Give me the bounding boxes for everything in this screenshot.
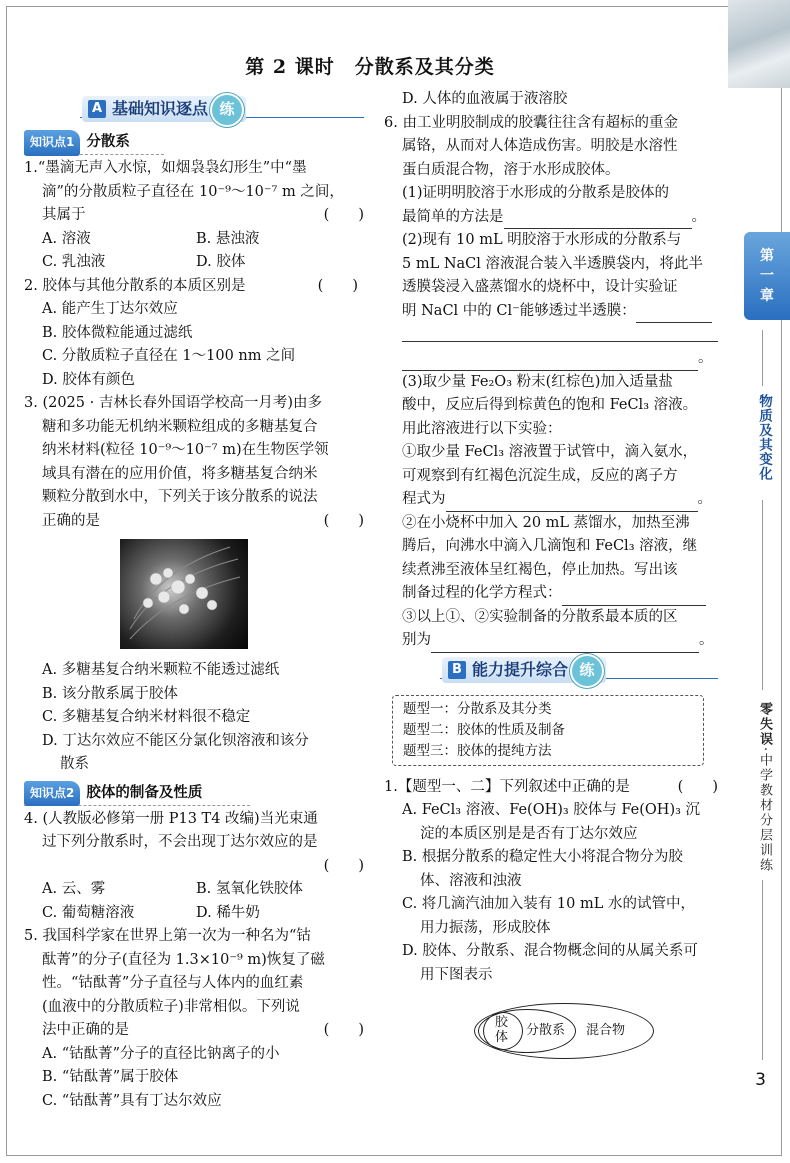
question-text: 过下列分散系时，不会出现丁达尔效应的是 bbox=[42, 834, 318, 850]
question-6 bbox=[384, 112, 718, 653]
sub-question-1: 最简单的方法是 bbox=[402, 208, 504, 225]
option-c: C. 葡萄糖溶液 bbox=[42, 904, 135, 921]
knowledge-point-title: 分散系 bbox=[86, 134, 130, 151]
option-a: A. 云、雾 bbox=[42, 881, 106, 897]
knowledge-point-title: 胶体的制备及性质 bbox=[86, 784, 203, 801]
option-c: C. 将几滴汽油加入装有 10 mL 水的试管中， bbox=[402, 896, 695, 912]
period: 。 bbox=[691, 208, 706, 225]
nanoparticle-image bbox=[120, 539, 248, 649]
step-2: 续煮沸至液体呈红褐色，停止加热。写出该 bbox=[402, 561, 678, 578]
answer-blank[interactable] bbox=[402, 352, 698, 371]
sub-question-2: 透膜袋浸入盛蒸馏水的烧杯中，设计实验证 bbox=[402, 279, 678, 295]
knowledge-point-tag: 知识点1 bbox=[24, 130, 80, 156]
answer-blank[interactable] bbox=[431, 634, 699, 653]
knowledge-point-1 bbox=[24, 132, 164, 155]
option-c: C. “钴酞菁”具有丁达尔效应 bbox=[42, 1092, 222, 1109]
answer-parenthesis: ( ) bbox=[677, 778, 718, 795]
series-subtitle: ·中学教材分层训练 bbox=[757, 747, 772, 874]
question-text: 糖和多功能无机纳米颗粒组成的多糖基复合 bbox=[42, 418, 318, 435]
period: 。 bbox=[697, 491, 712, 507]
answer-blank[interactable] bbox=[402, 323, 718, 342]
section-b-badge bbox=[442, 657, 606, 683]
answer-parenthesis: ( ) bbox=[323, 1022, 364, 1038]
answer-parenthesis: ( ) bbox=[317, 277, 358, 294]
question-text: 纳米材料(粒径 10⁻⁹～10⁻⁷ m)在生物医学领 bbox=[42, 442, 329, 458]
step-3: ③以上①、②实验制备的分散系最本质的区 bbox=[402, 608, 678, 625]
sub-question-3: 酸中，反应后得到棕黄色的饱和 FeCl₃ 溶液。 bbox=[402, 397, 698, 413]
question-1 bbox=[24, 157, 364, 275]
question-text: 1.“墨滴无声入水惊，如烟袅袅幻形生”中“墨 bbox=[24, 160, 307, 176]
nanoparticle-figure bbox=[120, 539, 248, 649]
chapter-tab-text: 第 bbox=[760, 248, 774, 264]
answer-parenthesis: ( ) bbox=[323, 512, 364, 529]
sub-question-3: 用此溶液进行以下实验： bbox=[402, 420, 562, 437]
answer-parenthesis: ( ) bbox=[323, 207, 364, 223]
answer-blank[interactable] bbox=[562, 587, 706, 606]
option-d: D. 稀牛奶 bbox=[196, 904, 260, 921]
chapter-tab-text: 章 bbox=[760, 288, 774, 304]
question-text: 性。“钴酞菁”分子直径与人体内的血红素 bbox=[42, 975, 304, 991]
question-text: 6. 由工业明胶制成的胶囊往往含有超标的重金 bbox=[384, 114, 678, 131]
question-text: 蛋白质混合物，溶于水形成胶体。 bbox=[402, 161, 620, 178]
sub-question-1: (1)证明明胶溶于水形成的分散系是胶体的 bbox=[402, 185, 670, 201]
option-d: D. 胶体 bbox=[196, 254, 246, 270]
series-name bbox=[755, 702, 774, 873]
option-b: 体、溶液和浊液 bbox=[420, 872, 522, 889]
option-b: B. 该分散系属于胶体 bbox=[42, 685, 178, 702]
section-a-label: 基础知识逐点 bbox=[112, 99, 209, 119]
option-a: A. 溶液 bbox=[42, 230, 91, 247]
option-d: 散系 bbox=[60, 756, 89, 772]
option-d: D. 胶体有颜色 bbox=[42, 371, 135, 388]
question-type-2: 题型二：胶体的性质及制备 bbox=[403, 721, 565, 738]
question-text: 酞菁”的分子(直径为 1.3×10⁻⁹ m)恢复了磁 bbox=[42, 951, 325, 968]
answer-parenthesis: ( ) bbox=[323, 857, 364, 874]
chapter-tab bbox=[744, 232, 790, 320]
section-a-header bbox=[24, 96, 364, 126]
sub-question-2: 5 mL NaCl 溶液混合装入半透膜袋内，将此半 bbox=[402, 255, 703, 272]
side-divider bbox=[762, 500, 763, 690]
question-text: (血液中的分散质粒子)非常相似。下列说 bbox=[42, 998, 300, 1015]
option-b: B. “钴酞菁”属于胶体 bbox=[42, 1069, 179, 1085]
question-text: 属铬，从而对人体造成伤害。明胶是水溶性 bbox=[402, 138, 678, 154]
step-3: 别为 bbox=[402, 632, 431, 648]
question-text: 2. 胶体与其他分散系的本质区别是 bbox=[24, 277, 246, 294]
question-text: 5. 我国科学家在世界上第一次为一种名为“钴 bbox=[24, 928, 311, 944]
answer-blank[interactable] bbox=[636, 304, 712, 323]
option-c: C. 乳浊液 bbox=[42, 254, 106, 270]
right-column bbox=[384, 88, 718, 1059]
dispersion-label: 分散系 bbox=[526, 1023, 566, 1038]
section-b-label: 能力提升综合 bbox=[472, 659, 569, 679]
colloid-label: 体 bbox=[495, 1030, 509, 1045]
option-b: B. 悬浊液 bbox=[196, 230, 260, 247]
question-4 bbox=[24, 808, 364, 926]
answer-blank[interactable] bbox=[446, 493, 698, 512]
question-types-box bbox=[392, 695, 704, 766]
side-divider bbox=[762, 330, 763, 386]
option-d: D. 胶体、分散系、混合物概念间的从属关系可 bbox=[402, 943, 698, 959]
brand-name: 零失误 bbox=[757, 702, 772, 747]
practice-badge-icon: 练 bbox=[210, 93, 244, 127]
left-column bbox=[24, 92, 364, 1113]
option-b: B. 胶体微粒能通过滤纸 bbox=[42, 324, 193, 341]
option-c: 用力振荡，形成胶体 bbox=[420, 919, 551, 936]
answer-blank[interactable] bbox=[504, 210, 692, 229]
page-title: 第 2 课时 分散系及其分类 bbox=[245, 56, 495, 78]
mixture-label: 混合物 bbox=[586, 1023, 626, 1038]
question-type-1: 题型一：分散系及其分类 bbox=[403, 700, 552, 717]
question-text: 法中正确的是 bbox=[42, 1022, 129, 1038]
question-text: 颗粒分散到水中，下列关于该分散系的说法 bbox=[42, 489, 318, 505]
option-d: D. 人体的血液属于液溶胶 bbox=[402, 91, 568, 107]
option-a: A. 多糖基复合纳米颗粒不能透过滤纸 bbox=[42, 662, 280, 678]
step-1: 程式为 bbox=[402, 491, 446, 507]
question-text: 1.【题型一、二】下列叙述中正确的是 bbox=[384, 778, 630, 795]
question-text: 其属于 bbox=[42, 207, 86, 223]
option-b: B. 根据分散系的稳定性大小将混合物分为胶 bbox=[402, 849, 683, 865]
period: 。 bbox=[698, 350, 713, 366]
colloid-label: 胶 bbox=[495, 1015, 509, 1030]
option-d: D. 丁达尔效应不能区分氯化钡溶液和该分 bbox=[42, 732, 309, 749]
concept-diagram bbox=[474, 1003, 654, 1059]
sub-question-2: 明 NaCl 中的 Cl⁻能够透过半透膜： bbox=[402, 302, 636, 319]
option-c: C. 分散质粒子直径在 1～100 nm 之间 bbox=[42, 348, 296, 364]
sub-question-3: (3)取少量 Fe₂O₃ 粉末(红棕色)加入适量盐 bbox=[402, 373, 673, 390]
option-b: B. 氢氧化铁胶体 bbox=[196, 881, 303, 897]
period: 。 bbox=[699, 632, 714, 648]
question-2 bbox=[24, 275, 364, 393]
question-text: 域具有潜在的应用价值，将多糖基复合纳米 bbox=[42, 465, 318, 482]
question-3 bbox=[24, 392, 364, 777]
question-b1 bbox=[384, 776, 718, 988]
page-number: 3 bbox=[755, 1070, 766, 1090]
practice-badge-icon: 练 bbox=[570, 654, 604, 688]
option-d: 用下图表示 bbox=[420, 966, 493, 983]
step-1: ①取少量 FeCl₃ 溶液置于试管中，滴入氨水， bbox=[402, 444, 698, 460]
question-type-3: 题型三：胶体的提纯方法 bbox=[403, 742, 552, 759]
question-text: 滴”的分散质粒子直径在 10⁻⁹～10⁻⁷ m 之间， bbox=[42, 183, 344, 200]
step-2: 腾后，向沸水中滴入几滴饱和 FeCl₃ 溶液，继 bbox=[402, 538, 698, 554]
chapter-name: 物质及其变化 bbox=[756, 394, 772, 481]
option-a: 淀的本质区别是是否有丁达尔效应 bbox=[420, 825, 638, 842]
knowledge-point-2 bbox=[24, 783, 250, 806]
option-c: C. 多糖基复合纳米材料很不稳定 bbox=[42, 709, 251, 725]
question-text: 3. (2025 · 吉林长春外国语学校高一月考)由多 bbox=[24, 395, 322, 411]
question-text: 正确的是 bbox=[42, 512, 100, 529]
step-2: ②在小烧杯中加入 20 mL 蒸馏水，加热至沸 bbox=[402, 514, 690, 531]
section-a-badge bbox=[82, 96, 246, 122]
knowledge-point-tag: 知识点2 bbox=[24, 781, 80, 807]
section-b-letter: B bbox=[448, 661, 466, 679]
option-a: A. “钴酞菁”分子的直径比钠离子的小 bbox=[42, 1045, 280, 1062]
side-divider bbox=[762, 880, 763, 1060]
option-a: A. 能产生丁达尔效应 bbox=[42, 301, 178, 317]
option-a: A. FeCl₃ 溶液、Fe(OH)₃ 胶体与 Fe(OH)₃ 沉 bbox=[402, 802, 701, 818]
question-5 bbox=[24, 925, 364, 1113]
section-b-header bbox=[384, 657, 718, 687]
step-2: 制备过程的化学方程式： bbox=[402, 585, 562, 601]
chapter-tab-text: 一 bbox=[760, 268, 774, 284]
step-1: 可观察到有红褐色沉淀生成，反应的离子方 bbox=[402, 467, 678, 484]
section-a-letter: A bbox=[88, 100, 106, 118]
question-text: 4. (人教版必修第一册 P13 T4 改编)当光束通 bbox=[24, 810, 318, 827]
sub-question-2: (2)现有 10 mL 明胶溶于水形成的分散系与 bbox=[402, 232, 682, 248]
